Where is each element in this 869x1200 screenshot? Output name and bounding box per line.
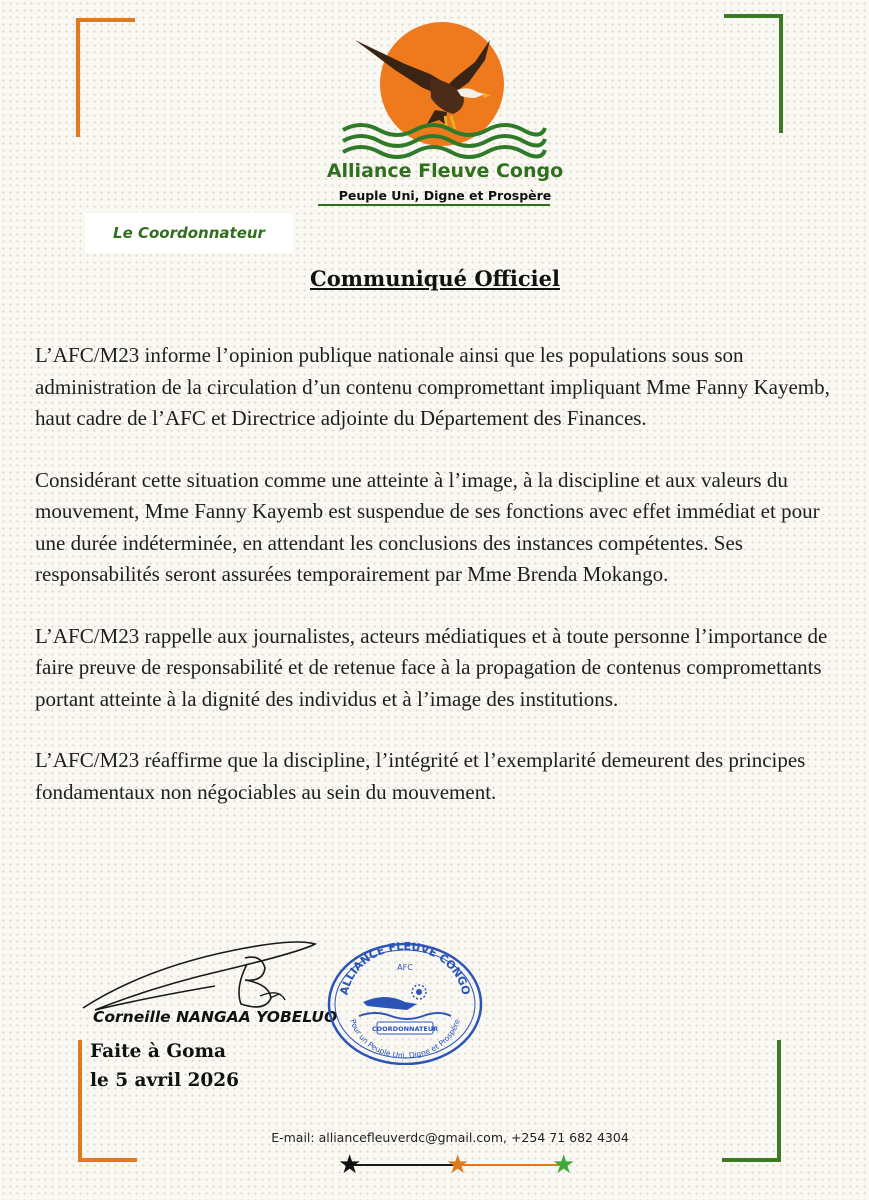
paragraph-2: Considérant cette situation comme une atteinte à l’image, à la discipline et aux valeurs du mouvement, Mme Fanny Kayemb est suspendue de ses fonctions avec effet immédiat et pour une durée indéterminée, en attendant les conclusions des instances compétentes. Ses responsabilités seront assurées temporairement par Mme Brenda Mokango.: [35, 467, 820, 586]
coordinator-label: [85, 213, 293, 253]
green-star-icon: ★: [552, 1150, 576, 1180]
motto-underline: [318, 204, 550, 206]
corner-frame-bottom-right: [722, 1040, 781, 1162]
stamp-top-text: ALLIANCE FLEUVE CONGO: [337, 940, 473, 997]
place-and-date: [90, 1037, 239, 1095]
corner-frame-top-right: [724, 14, 783, 133]
eagle-logo-icon: [335, 12, 550, 162]
black-star-icon: ★: [338, 1150, 362, 1180]
orange-star-icon: ★: [446, 1150, 470, 1180]
paragraph-3: L’AFC/M23 rappelle aux journalistes, acteurs médiatiques et à toute personne l’importance de faire preuve de responsabilité et de retenue face à la propagation de contenus compromettants portant atteinte à la dignité des individus et à l’image des institutions.: [35, 623, 828, 711]
official-stamp-icon: [325, 940, 485, 1065]
communique-body: [35, 340, 835, 838]
stamp-role: COORDONNATEUR: [371, 1025, 439, 1033]
paragraph-1: L’AFC/M23 informe l’opinion publique nationale ainsi que les populations sous son administration de la circulation d’un contenu compromettant impliquant Mme Fanny Kayemb, haut cadre de l’AFC et Directrice adjointe du Département des Finances.: [35, 343, 830, 430]
corner-frame-top-left: [76, 18, 135, 137]
coordinator-text: Le Coordonnateur: [113, 224, 265, 242]
organization-motto: Peuple Uni, Digne et Prospère: [338, 188, 552, 203]
paragraph-4: L’AFC/M23 réaffirme que la discipline, l’intégrité et l’exemplarité demeurent des principes fondamentaux non négociables au sein du mouvement.: [35, 748, 806, 804]
stamp-bottom-text: Pour un Peuple Uni, Digne et Prospère: [348, 1018, 462, 1061]
contact-info: E-mail: alliancefleuverdc@gmail.com, +254 71 682 4304: [271, 1130, 629, 1145]
stamp-abbr: AFC: [397, 963, 413, 972]
place-text: Faite à Goma: [90, 1041, 227, 1062]
signer-name: Corneille NANGAA YOBELUO: [93, 1008, 338, 1026]
communique-title: Communiqué Officiel: [310, 266, 560, 291]
organization-name: Alliance Fleuve Congo: [326, 160, 564, 182]
date-text: le 5 avril 2026: [90, 1070, 240, 1091]
